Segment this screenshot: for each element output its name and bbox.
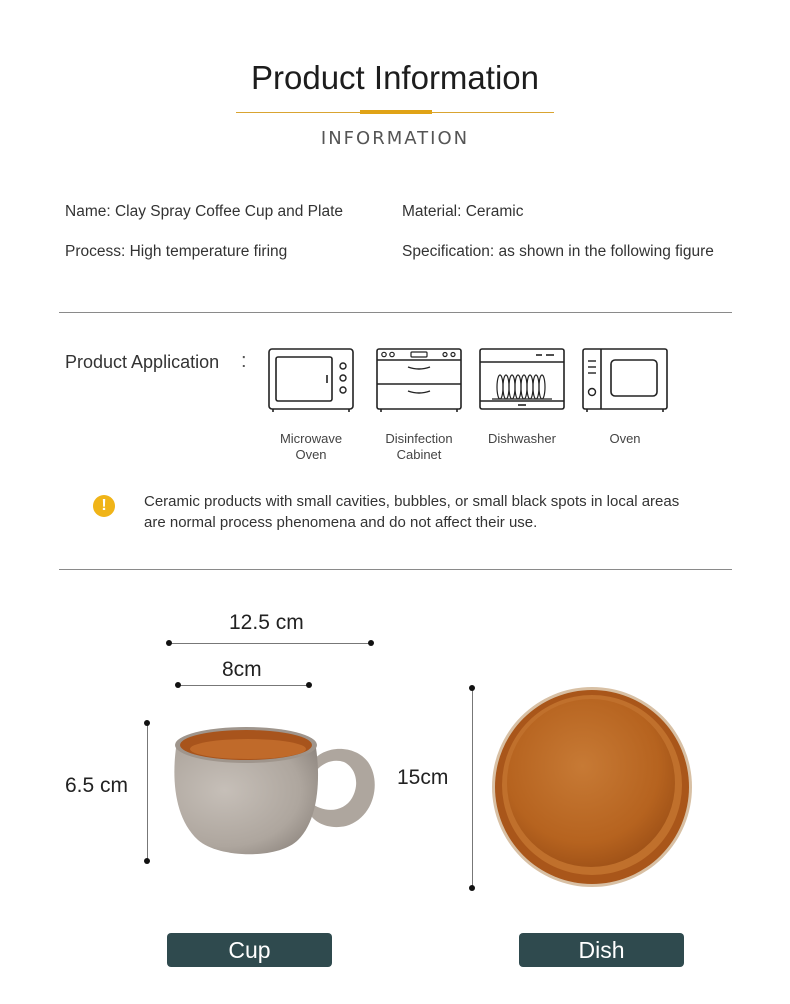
label-line: Disinfection xyxy=(385,431,453,446)
page-subtitle: INFORMATION xyxy=(320,128,470,149)
dimension-line xyxy=(147,723,148,861)
appliance-label-disinfection xyxy=(374,431,464,463)
warning-icon: ! xyxy=(93,495,115,517)
dimension-line xyxy=(178,685,310,686)
dimension-dot xyxy=(306,682,312,688)
cup-image xyxy=(168,718,383,860)
dimension-dot xyxy=(469,885,475,891)
dimension-dot xyxy=(144,720,150,726)
appliance-label-oven xyxy=(580,431,670,447)
title-accent-bar xyxy=(360,110,432,114)
dish-image xyxy=(490,685,695,890)
appliance-label-microwave xyxy=(266,431,356,463)
appliance-oven xyxy=(580,347,670,447)
dimension-dot xyxy=(175,682,181,688)
info-specification: Specification: as shown in the following figure xyxy=(402,243,714,260)
dimension-line xyxy=(472,688,473,888)
cup-body-width-label: 8cm xyxy=(222,658,262,681)
label-line: Dishwasher xyxy=(488,431,556,446)
oven-icon xyxy=(581,347,669,413)
appliance-microwave xyxy=(266,347,356,463)
info-material: Material: Ceramic xyxy=(402,203,524,220)
dimension-dot xyxy=(166,640,172,646)
microwave-icon xyxy=(267,347,355,413)
appliance-disinfection-cabinet xyxy=(374,347,464,463)
dimension-line xyxy=(170,643,372,644)
dishwasher-icon xyxy=(478,347,566,413)
notice-text: Ceramic products with small cavities, bubbles, or small black spots in local areas are normal process phenomena and do not affect their use. xyxy=(144,493,680,531)
dimension-dot xyxy=(469,685,475,691)
divider xyxy=(59,312,732,313)
dish-label: Dish xyxy=(519,933,684,967)
divider xyxy=(59,569,732,570)
appliance-label-dishwasher xyxy=(477,431,567,447)
info-name: Name: Clay Spray Coffee Cup and Plate xyxy=(65,203,344,220)
disinfection-cabinet-icon xyxy=(375,347,463,413)
label-line: Cabinet xyxy=(396,447,442,462)
cup-height-label: 6.5 cm xyxy=(65,774,129,797)
label-line: Microwave xyxy=(279,431,343,446)
info-process: Process: High temperature firing xyxy=(65,243,288,260)
cup-label: Cup xyxy=(167,933,332,967)
dimension-dot xyxy=(368,640,374,646)
appliance-dishwasher xyxy=(477,347,567,447)
application-label: Product Application xyxy=(65,352,220,372)
application-colon: : xyxy=(241,350,247,372)
cup-total-width-label: 12.5 cm xyxy=(229,611,304,634)
dimension-dot xyxy=(144,858,150,864)
label-line: Oven xyxy=(295,447,327,462)
label-line: Oven xyxy=(609,431,641,446)
page-title: Product Information xyxy=(251,59,539,96)
dish-diameter-label: 15cm xyxy=(397,766,449,789)
